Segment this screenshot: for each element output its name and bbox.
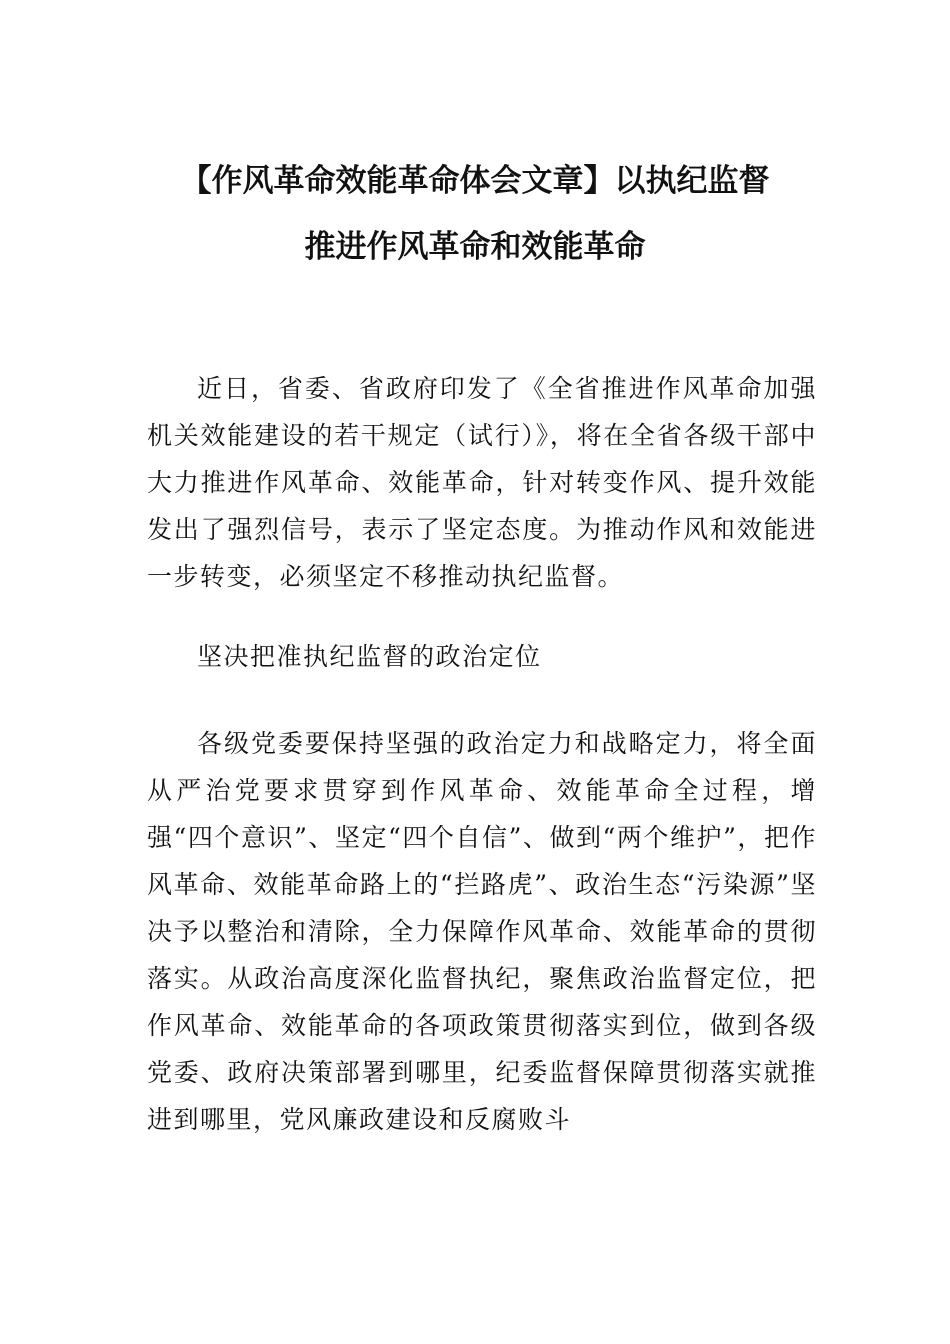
paragraph-body: 各级党委要保持坚强的政治定力和战略定力，将全面从严治党要求贯穿到作风革命、效能革命全过程，增强“四个意识”、坚定“四个自信”、做到“两个维护”，把作风革命、效能革命路上的“拦路虎”、政治生态“污染源”坚决予以整治和清除，全力保障作风革命、效能革命的贯彻落实。从政治高度深化监督执纪，聚焦政治监督定位，把作风革命、效能革命的各项政策贯彻落实到位，做到各级党委、政府决策部署到哪里，纪委监督保障贯彻落实就推进到哪里，党风廉政建设和反腐败斗: [147, 729, 817, 1134]
paragraph-intro: 近日，省委、省政府印发了《全省推进作风革命加强机关效能建设的若干规定（试行）》，将在全省各级干部中大力推进作风革命、效能革命，针对转变作风、提升效能发出了强烈信号，表示了坚定态度。为推动作风和效能进一步转变，必须坚定不移推动执纪监督。: [147, 374, 817, 591]
title-line-1: 【作风革命效能革命体会文章】以执纪监督: [180, 163, 770, 199]
section-heading: 坚决把准执纪监督的政治定位: [197, 642, 542, 671]
document-title: [120, 148, 830, 280]
title-line-2: 推进作风革命和效能革命: [304, 229, 646, 265]
